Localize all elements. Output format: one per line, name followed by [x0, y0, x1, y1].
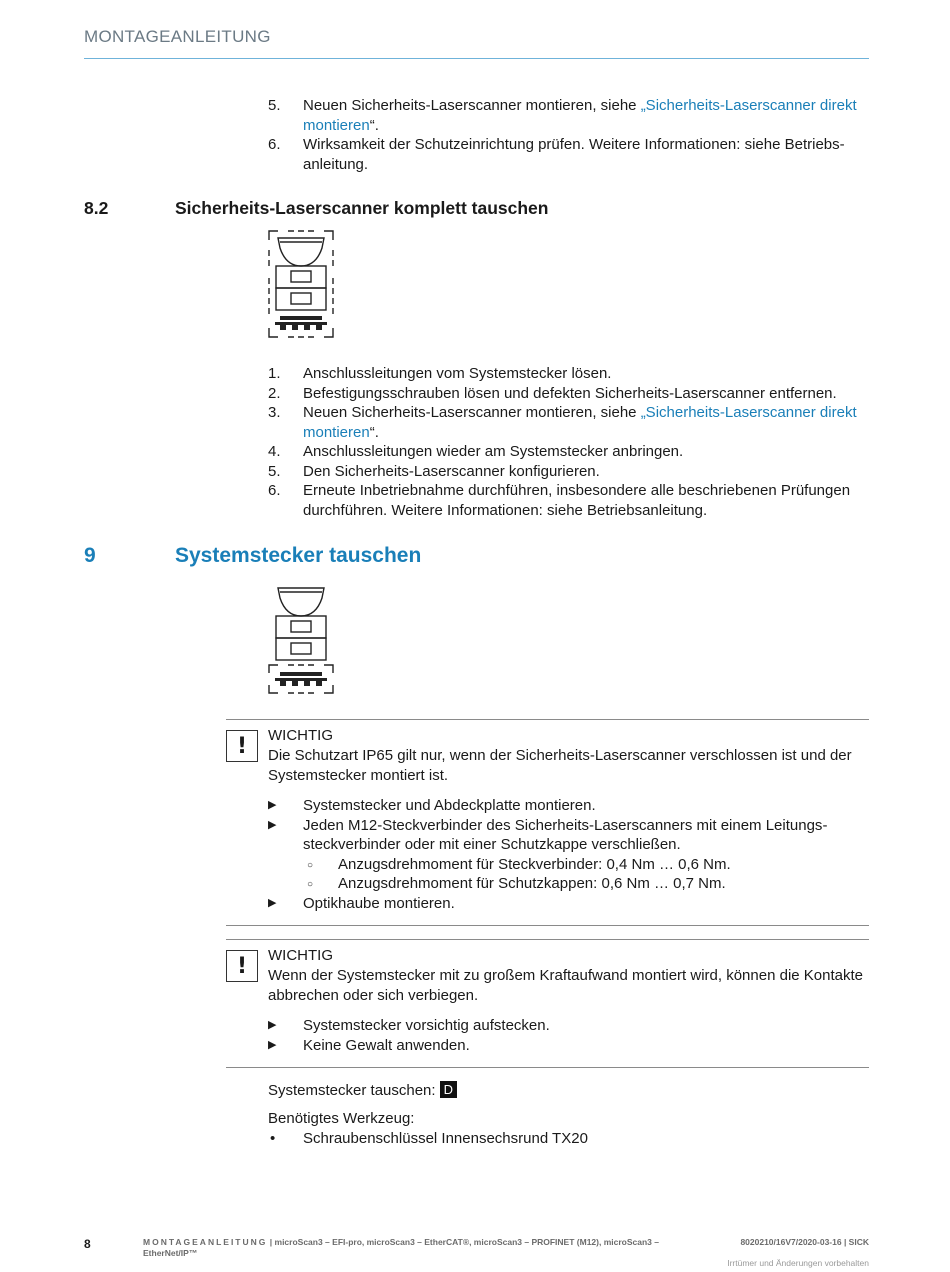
triangle-bullet-icon: ▶: [268, 896, 277, 909]
footer-document-title: MONTAGEANLEITUNG | microScan3 – EFI-pro, microScan3 – EtherCAT®, microScan3 – PROFINET (M12), microScan3 – EtherNet/IP™: [143, 1237, 659, 1258]
note-label: WICHTIG: [268, 947, 333, 964]
footer-disclaimer: Irrtümer und Änderungen vorbehalten: [727, 1258, 869, 1268]
list-item: 1. Anschlussleitungen vom Systemstecker lösen.: [268, 365, 612, 382]
list-item: ▶ Jeden M12-Steckverbinder des Sicherheits-Laserscanners mit einem Leitungssteckverbinder oder mit einer Schutzkappe verschließen. ○ Anzugsdrehmoment für Steckverbinder: 0,4 Nm … 0,6 Nm. ○ Anzugsdrehmoment für Schutzkappen: 0,6 Nm … 0,7 Nm.: [268, 816, 869, 894]
list-item: 4. Anschlussleitungen wieder am Systemstecker anbringen.: [268, 443, 684, 460]
header-rule: [84, 58, 869, 59]
note-text: Die Schutzart IP65 gilt nur, wenn der Sicherheits-Laserscanner verschlossen ist und der Systemstecker montiert ist.: [268, 747, 852, 784]
list-item: 3. Neuen Sicherheits-Laserscanner montieren, siehe „Sicherheits-Laserscanner direkt montieren“.: [268, 404, 857, 441]
running-header: MONTAGEANLEITUNG: [84, 27, 271, 46]
exclamation-icon: !: [226, 950, 258, 982]
section-heading-9: [84, 544, 422, 568]
sub-list-item: ○ Anzugsdrehmoment für Steckverbinder: 0,4 Nm … 0,6 Nm.: [303, 855, 869, 875]
swap-paragraph: Systemstecker tauschen: D: [268, 1081, 457, 1101]
list-item: 6. Wirksamkeit der Schutzeinrichtung prüfen. Weitere Informationen: siehe Betriebsanleitung.: [268, 136, 845, 173]
exclamation-icon: !: [226, 730, 258, 762]
triangle-bullet-icon: ▶: [268, 1038, 277, 1051]
triangle-bullet-icon: ▶: [268, 818, 277, 831]
section-number: 8.2: [84, 198, 109, 218]
list-item: ▶ Optikhaube montieren.: [268, 894, 455, 912]
list-item: ▶ Systemstecker und Abdeckplatte montieren.: [268, 797, 596, 814]
section-number: 9: [84, 544, 96, 567]
sub-list-item: ○ Anzugsdrehmoment für Schutzkappen: 0,6 Nm … 0,7 Nm.: [303, 874, 869, 894]
circle-bullet-icon: ○: [307, 879, 314, 890]
section-8-2-steps: [268, 364, 869, 520]
list-item: 6. Erneute Inbetriebnahme durchführen, insbesondere alle beschriebenen Prüfungen durchführen. Weitere Informationen: siehe Betriebsanleitung.: [268, 482, 851, 519]
step-text: Wirksamkeit der Schutzeinrichtung prüfen. Weitere Informationen: siehe Betriebsanleitung.: [303, 136, 845, 173]
page-number: 8: [84, 1237, 91, 1251]
dot-bullet-icon: •: [270, 1130, 276, 1147]
figure-reference-badge: D: [440, 1081, 457, 1098]
system-plug-icon: [266, 585, 336, 697]
section-title: Sicherheits-Laserscanner komplett tauschen: [175, 198, 549, 218]
footer-reference: 8020210/16V7/2020-03-16 | SICK: [740, 1237, 869, 1247]
list-item: • Schraubenschlüssel Innensechsrund TX20: [270, 1130, 588, 1147]
list-item: ▶ Systemstecker vorsichtig aufstecken.: [268, 1017, 550, 1034]
triangle-bullet-icon: ▶: [268, 799, 277, 811]
important-note: [226, 939, 869, 1068]
list-item: 5. Den Sicherheits-Laserscanner konfigurieren.: [268, 462, 600, 480]
scanner-complete-icon: [266, 228, 336, 340]
list-item: 2. Befestigungsschrauben lösen und defekten Sicherheits-Laserscanner entfernen.: [268, 384, 837, 402]
tools-label: Benötigtes Werkzeug:: [268, 1110, 415, 1127]
cross-reference-link[interactable]: „Sicherheits-Laserscanner direkt montieren: [303, 97, 857, 134]
top-step-list: [268, 96, 869, 174]
triangle-bullet-icon: ▶: [268, 1019, 277, 1031]
list-item: 5. Neuen Sicherheits-Laserscanner montieren, siehe „Sicherheits-Laserscanner direkt montieren“.: [268, 97, 857, 134]
list-item: ▶ Keine Gewalt anwenden.: [268, 1036, 470, 1054]
cross-reference-link[interactable]: „Sicherheits-Laserscanner direkt montieren: [303, 404, 857, 441]
circle-bullet-icon: ○: [307, 859, 314, 871]
section-title: Systemstecker tauschen: [175, 544, 422, 567]
section-heading-8-2: [84, 198, 549, 219]
step-text: Neuen Sicherheits-Laserscanner montieren, siehe: [303, 97, 641, 114]
tool-list: [268, 1129, 869, 1149]
note-text: Wenn der Systemstecker mit zu großem Kraftaufwand montiert wird, können die Kontakte abbrechen oder sich verbiegen.: [268, 967, 863, 1004]
note-label: WICHTIG: [268, 727, 333, 744]
important-note: [226, 719, 869, 926]
